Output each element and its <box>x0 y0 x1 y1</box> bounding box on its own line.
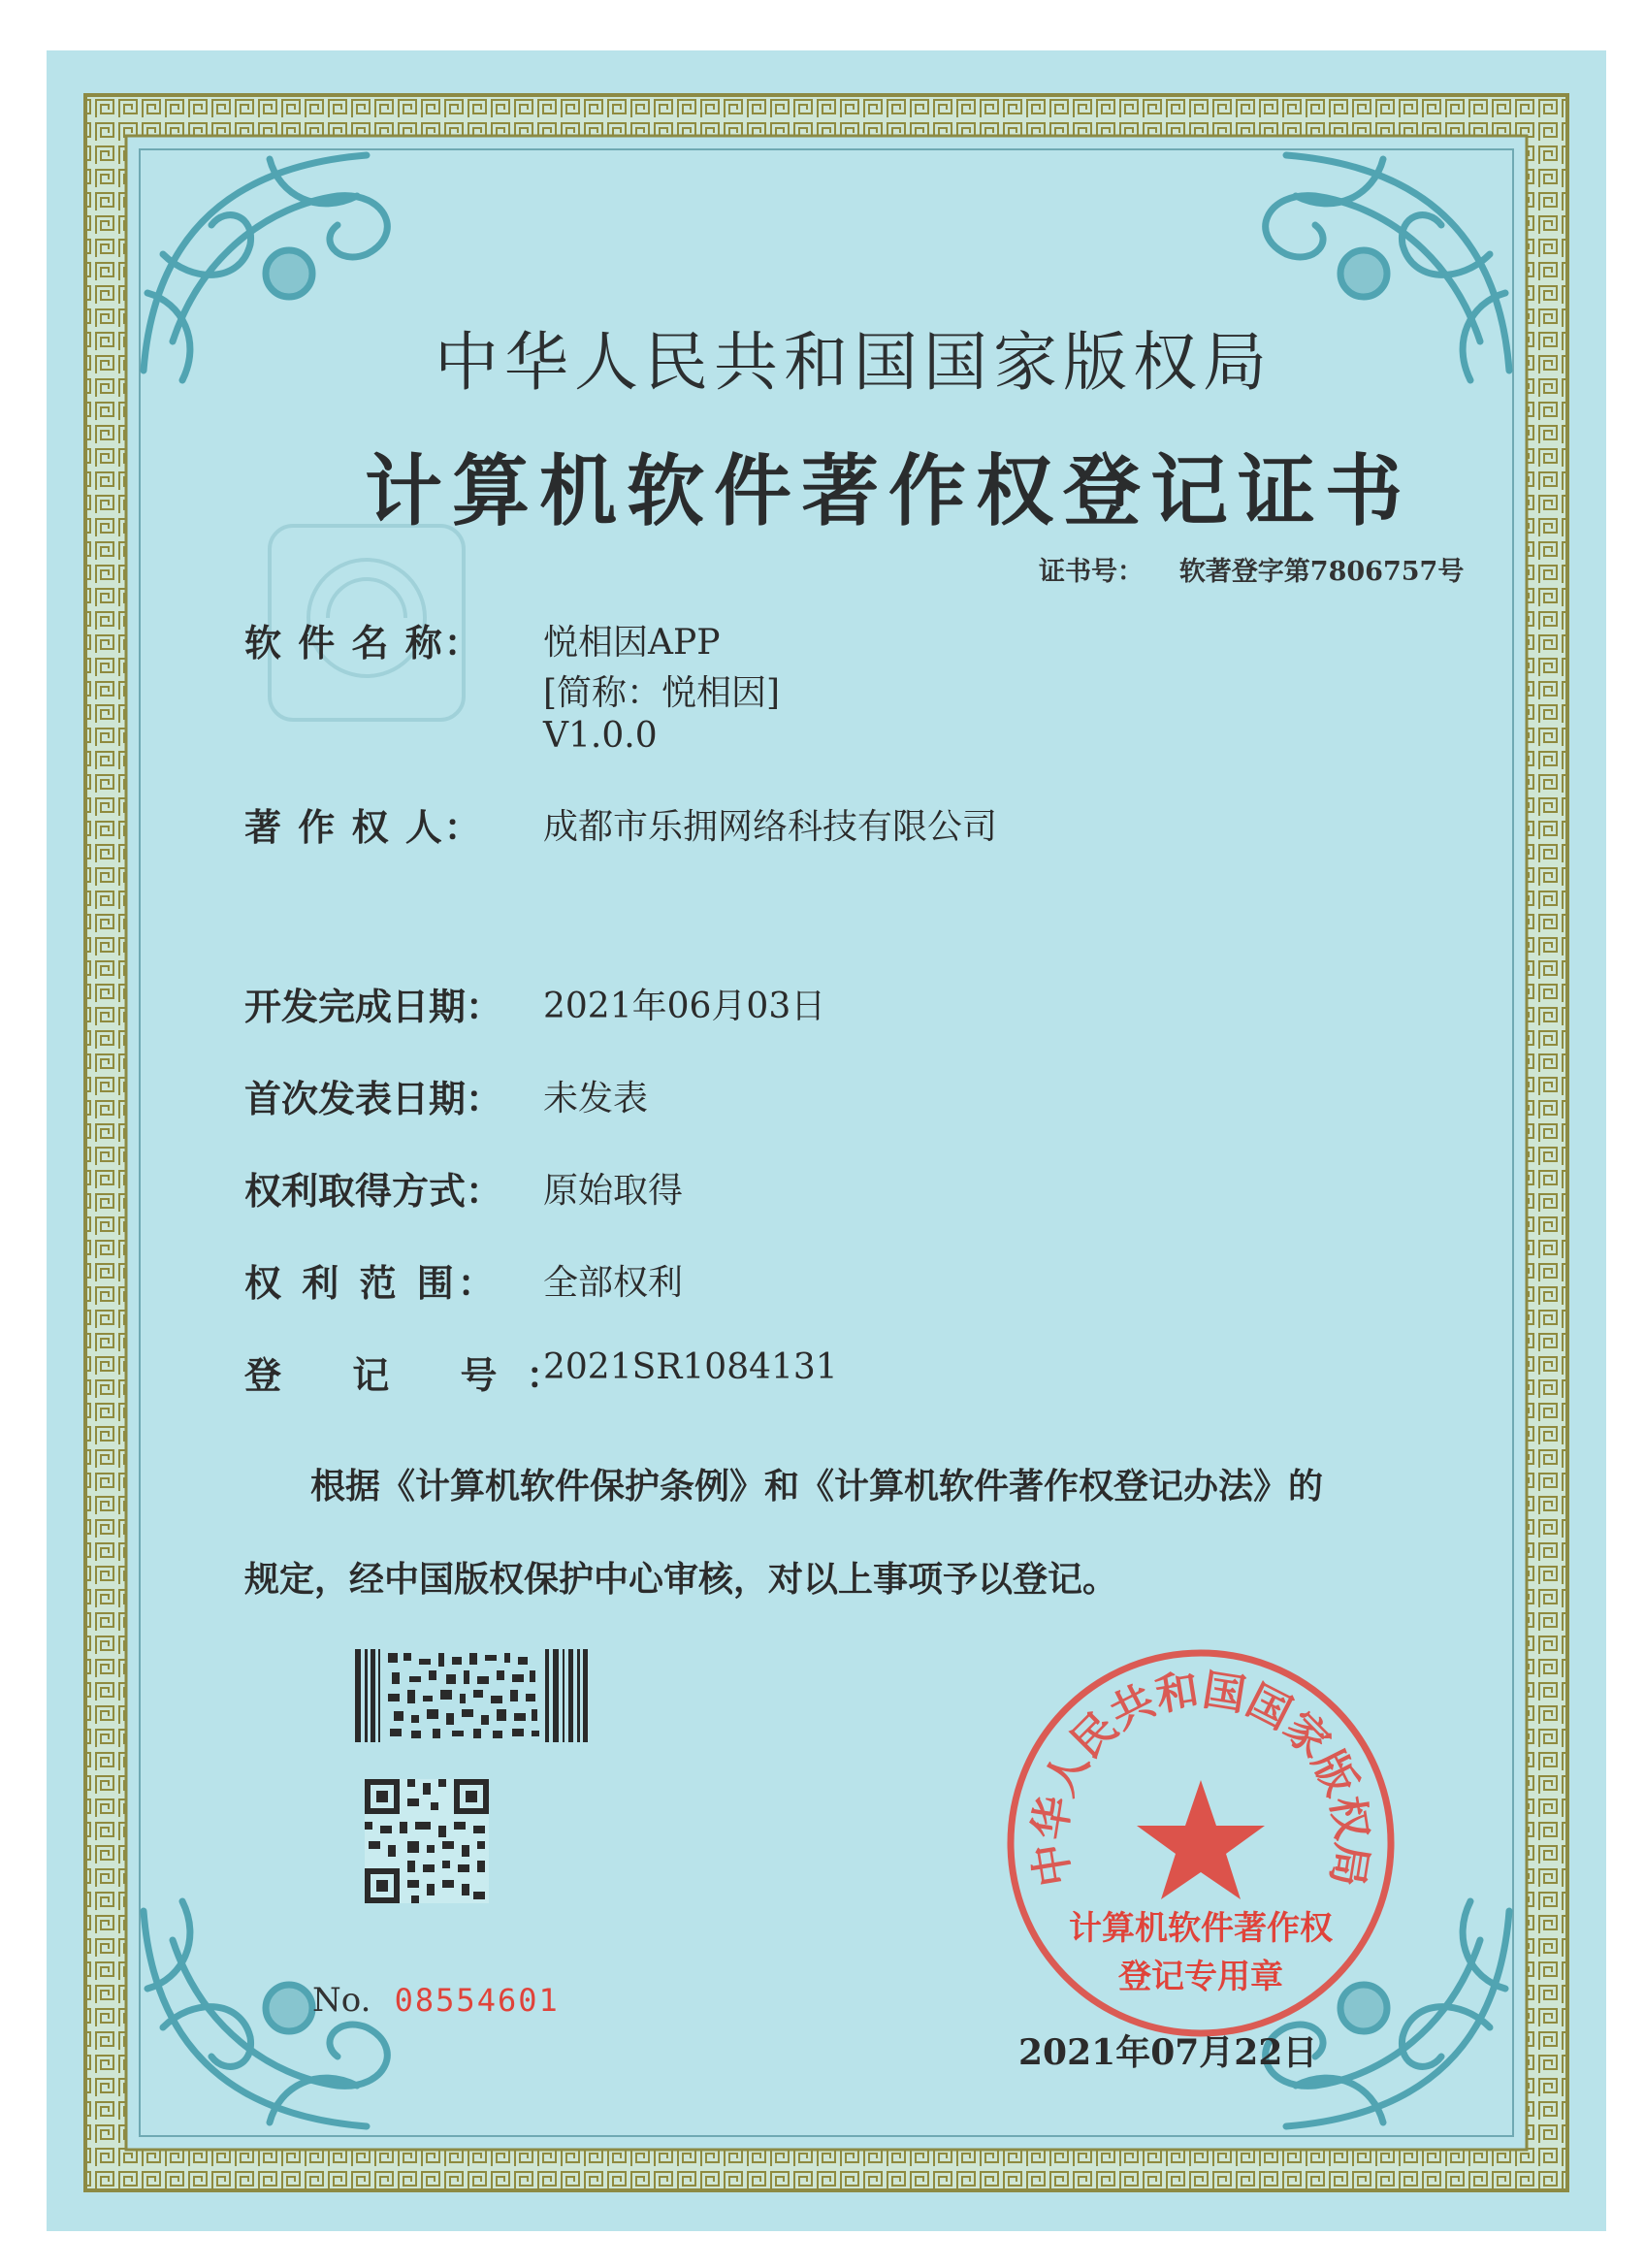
seal-star-icon <box>1137 1780 1265 1899</box>
corner-ornament-top-left <box>144 155 387 380</box>
completion-date-label: 开发完成日期： <box>244 985 503 1028</box>
registration-number-label: 登 记 号： <box>244 1353 593 1397</box>
first-publish-date-value: 未发表 <box>543 1079 649 1118</box>
certificate-number <box>1039 550 1464 588</box>
software-version: V1.0.0 <box>543 716 658 756</box>
certificate <box>47 50 1606 2231</box>
software-short-name: [简称：悦相因] <box>543 673 781 713</box>
rights-acquisition-label: 权利取得方式： <box>244 1169 503 1213</box>
copyright-owner-label: 著 作 权 人： <box>244 805 483 849</box>
copyright-owner-value: 成都市乐拥网络科技有限公司 <box>543 807 998 847</box>
seal-text-line-1: 计算机软件著作权 <box>1069 1909 1333 1948</box>
software-name-label: 软 件 名 称： <box>244 621 483 664</box>
rights-scope-label: 权 利 范 围： <box>244 1261 499 1305</box>
software-name-value: 悦相因APP <box>543 623 721 663</box>
seal-text-line-2: 登记专用章 <box>1118 1958 1283 1996</box>
certificate-title: 计算机软件著作权登记证书 <box>365 445 1412 536</box>
declaration-line-1: 根据《计算机软件保护条例》和《计算机软件著作权登记办法》的 <box>310 1466 1324 1507</box>
rights-scope-value: 全部权利 <box>543 1263 684 1303</box>
declaration-line-2: 规定，经中国版权保护中心审核，对以上事项予以登记。 <box>244 1559 1118 1600</box>
registration-number-value: 2021SR1084131 <box>543 1347 838 1387</box>
issue-date: 2021年07月22日 <box>1018 2032 1318 2073</box>
serial-number-label: No. <box>312 1981 371 2020</box>
corner-ornament-top-right <box>1266 155 1509 380</box>
issuer-heading: 中华人民共和国国家版权局 <box>435 325 1273 400</box>
barcode <box>355 1649 588 1742</box>
serial-number-value: 08554601 <box>394 1982 560 2019</box>
certificate-number-value: 软著登字第7806757号 <box>1178 557 1465 587</box>
completion-date-value: 2021年06月03日 <box>543 987 826 1026</box>
first-publish-date-label: 首次发表日期： <box>244 1077 503 1120</box>
seal-ring-text: 中华人民共和国国家版权局 <box>1024 1665 1377 1891</box>
qr-code <box>365 1779 489 1903</box>
rights-acquisition-value: 原始取得 <box>543 1171 684 1211</box>
certificate-number-label: 证书号： <box>1039 557 1144 587</box>
serial-number <box>312 1981 560 2020</box>
